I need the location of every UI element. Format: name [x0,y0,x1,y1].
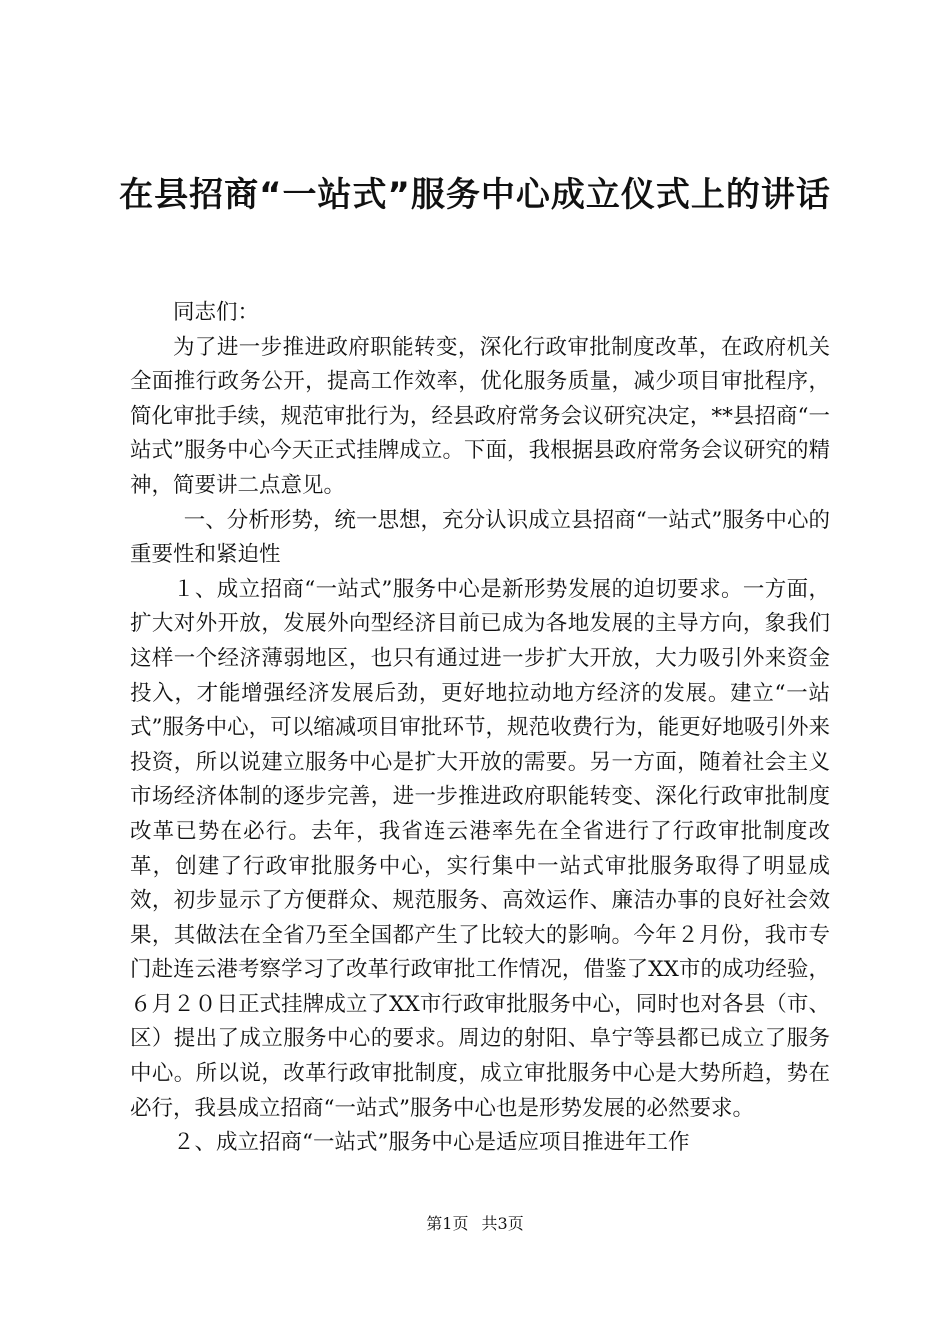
section-heading-1: 一、分析形势，统一思想，充分认识成立县招商“一站式”服务中心的重要性和紧迫性 [130,507,830,568]
page-footer [0,1212,950,1236]
page-total: 共3页 [481,1214,524,1233]
page-number: 第1页 [426,1214,469,1233]
document-title: 在县招商“一站式”服务中心成立仪式上的讲话 [119,175,831,215]
paragraph-intro: 为了进一步推进政府职能转变，深化行政审批制度改革，在政府机关全面推行政务公开，提高工作效率，优化服务质量，减少项目审批程序，简化审批手续，规范审批行为，经县政府常务会议研究决定，**县招商“一站式”服务中心今天正式挂牌成立。下面，我根据县政府常务会议研究的精神，简要讲二点意见。 [130,334,830,498]
document-body [130,296,830,1161]
greeting: 同志们： [173,300,260,325]
paragraph-point-1: １、成立招商“一站式”服务中心是新形势发展的迫切要求。一方面，扩大对外开放，发展外向型经济目前已成为各地发展的主导方向，象我们这样一个经济薄弱地区，也只有通过进一步扩大开放，大力吸引外来资金投入，才能增强经济发展后劲，更好地拉动地方经济的发展。建立“一站式”服务中心，可以缩减项目审批环节，规范收费行为，能更好地吸引外来投资，所以说建立服务中心是扩大开放的需要。另一方面，随着社会主义市场经济体制的逐步完善，进一步推进政府职能转变、深化行政审批制度改革已势在必行。去年，我省连云港率先在全省进行了行政审批制度改革，创建了行政审批服务中心，实行集中一站式审批服务取得了明显成效，初步显示了方便群众、规范服务、高效运作、廉洁办事的良好社会效果，其做法在全省乃至全国都产生了比较大的影响。今年２月份，我市专门赴连云港考察学习了改革行政审批工作情况，借鉴了XX市的成功经验，６月２０日正式挂牌成立了XX市行政审批服务中心，同时也对各县（市、区）提出了成立服务中心的要求。周边的射阳、阜宁等县都已成立了服务中心。所以说，改革行政审批制度，成立审批服务中心是大势所趋，势在必行，我县成立招商“一站式”服务中心也是形势发展的必然要求。 [130,576,830,1121]
paragraph-point-2: ２、成立招商“一站式”服务中心是适应项目推进年工作 [173,1130,690,1156]
